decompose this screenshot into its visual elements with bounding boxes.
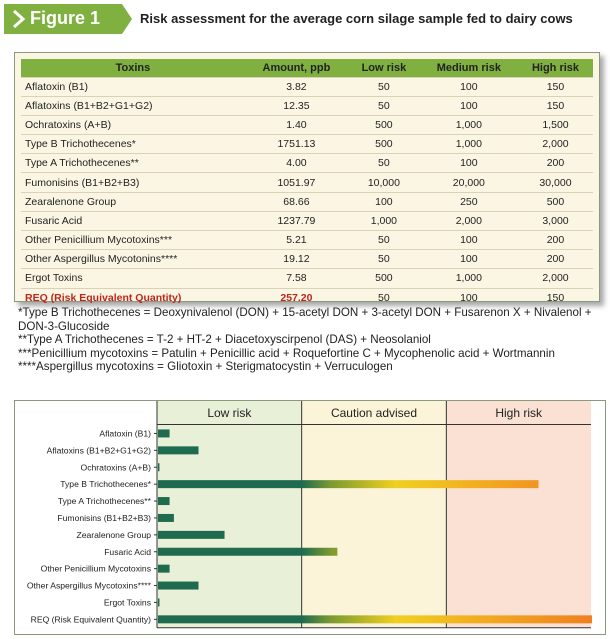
data-bar — [158, 565, 170, 573]
value-cell: 50 — [348, 288, 420, 307]
value-cell: 3,000 — [518, 211, 593, 230]
risk-table — [21, 59, 593, 307]
zone-label: High risk — [495, 406, 543, 420]
table-row — [21, 115, 593, 134]
value-cell: 100 — [348, 192, 420, 211]
table-row — [21, 173, 593, 192]
risk-zone — [302, 401, 447, 628]
toxin-name-cell: Ergot Toxins — [21, 269, 245, 288]
data-bar — [158, 548, 337, 556]
zone-label: Caution advised — [330, 406, 418, 420]
zone-label: Low risk — [207, 406, 252, 420]
value-cell: 50 — [348, 96, 420, 115]
toxin-name-cell: Aflatoxins (B1+B2+G1+G2) — [21, 96, 245, 115]
category-label: REQ (Risk Equivalent Quantity) — [30, 614, 151, 625]
category-label: Fusaric Acid — [104, 546, 151, 557]
value-cell: 19.12 — [245, 250, 348, 269]
value-cell: 200 — [518, 231, 593, 250]
column-header: Low risk — [348, 59, 420, 77]
value-cell: 10,000 — [348, 173, 420, 192]
value-cell: 1.40 — [245, 115, 348, 134]
data-bar — [158, 598, 159, 606]
value-cell: 20,000 — [420, 173, 518, 192]
value-cell: 100 — [420, 77, 518, 96]
value-cell: 1,000 — [348, 211, 420, 230]
risk-chart-box — [14, 400, 606, 635]
column-header: Medium risk — [420, 59, 518, 77]
table-row — [21, 211, 593, 230]
value-cell: 500 — [348, 269, 420, 288]
toxin-name-cell: Type B Trichothecenes* — [21, 135, 245, 154]
category-label: Ergot Toxins — [103, 597, 151, 608]
table-body — [21, 77, 593, 307]
value-cell: 2,000 — [518, 135, 593, 154]
value-cell: 12.35 — [245, 96, 348, 115]
chevron-right-icon — [12, 9, 26, 29]
data-bar — [158, 582, 199, 590]
figure-title: Risk assessment for the average corn silage sample fed to dairy cows — [140, 11, 573, 26]
value-cell: 100 — [420, 231, 518, 250]
risk-zone — [157, 401, 302, 628]
table-row — [21, 192, 593, 211]
value-cell: 1,000 — [420, 115, 518, 134]
value-cell: 500 — [348, 135, 420, 154]
value-cell: 150 — [518, 77, 593, 96]
column-header: High risk — [518, 59, 593, 77]
value-cell: 5.21 — [245, 231, 348, 250]
value-cell: 1,000 — [420, 135, 518, 154]
table-row — [21, 77, 593, 96]
data-bar — [158, 463, 159, 471]
value-cell: 200 — [518, 154, 593, 173]
data-bar — [158, 480, 538, 488]
figure-header — [4, 4, 606, 34]
value-cell: 100 — [420, 154, 518, 173]
zone-header-line — [302, 424, 447, 425]
toxin-name-cell: Ochratoxins (A+B) — [21, 115, 245, 134]
value-cell: 200 — [518, 250, 593, 269]
value-cell: 50 — [348, 250, 420, 269]
value-cell: 150 — [518, 288, 593, 307]
toxin-name-cell: Fumonisins (B1+B2+B3) — [21, 173, 245, 192]
value-cell: 100 — [420, 288, 518, 307]
value-cell: 1051.97 — [245, 173, 348, 192]
value-cell: 100 — [420, 96, 518, 115]
category-label: Other Aspergillus Mycotoxins**** — [26, 580, 151, 591]
value-cell: 1751.13 — [245, 135, 348, 154]
table-row — [21, 135, 593, 154]
value-cell: 4.00 — [245, 154, 348, 173]
toxin-name-cell: Other Penicillium Mycotoxins*** — [21, 231, 245, 250]
table-row — [21, 96, 593, 115]
value-cell: 250 — [420, 192, 518, 211]
data-bar — [158, 446, 199, 454]
toxin-name-cell: Other Aspergillus Mycotonins**** — [21, 250, 245, 269]
category-label: Type A Trichothecenes** — [57, 496, 151, 507]
value-cell: 50 — [348, 77, 420, 96]
value-cell: 257.20 — [245, 288, 348, 307]
data-bar — [158, 514, 174, 522]
category-label: Aflatoxins (B1+B2+G1+G2) — [46, 445, 151, 456]
toxin-name-cell: Aflatoxin (B1) — [21, 77, 245, 96]
table-row — [21, 154, 593, 173]
value-cell: 50 — [348, 154, 420, 173]
category-label: Aflatoxin (B1) — [99, 428, 151, 439]
data-bar — [158, 497, 170, 505]
figure-label: Figure 1 — [30, 8, 101, 28]
footnote: **Type A Trichothecenes = T-2 + HT-2 + Diacetoxyscirpenol (DAS) + Neosolaniol — [18, 333, 431, 346]
toxin-name-cell: REQ (Risk Equivalent Quantity) — [21, 288, 245, 307]
toxin-name-cell: Zearalenone Group — [21, 192, 245, 211]
figure-tab — [4, 4, 122, 34]
value-cell: 2,000 — [518, 269, 593, 288]
table-row — [21, 269, 593, 288]
zone-header-line — [446, 424, 591, 425]
value-cell: 50 — [348, 231, 420, 250]
value-cell: 500 — [348, 115, 420, 134]
zone-header-line — [157, 424, 302, 425]
category-label: Type B Trichothecenes* — [60, 479, 151, 490]
table-header-row — [21, 59, 593, 77]
data-bar — [158, 615, 592, 623]
toxin-name-cell: Fusaric Acid — [21, 211, 245, 230]
risk-bar-chart — [15, 401, 605, 634]
value-cell: 100 — [420, 250, 518, 269]
footnote: *Type B Trichothecenes = Deoxynivalenol (DON) + 15-acetyl DON + 3-acetyl DON + Fusarenon X + Nivalenol + DON-3-Glucoside — [18, 306, 592, 333]
risk-zone — [446, 401, 591, 628]
value-cell: 1237.79 — [245, 211, 348, 230]
category-label: Ochratoxins (A+B) — [80, 462, 151, 473]
risk-table-box — [14, 52, 600, 302]
toxin-name-cell: Type A Trichothecenes** — [21, 154, 245, 173]
data-bar — [158, 531, 225, 539]
value-cell: 1,000 — [420, 269, 518, 288]
value-cell: 1,500 — [518, 115, 593, 134]
value-cell: 7.58 — [245, 269, 348, 288]
table-row — [21, 250, 593, 269]
category-label: Other Penicillium Mycotoxins — [40, 563, 151, 574]
category-label: Zearalenone Group — [76, 529, 151, 540]
data-bar — [158, 429, 170, 437]
value-cell: 2,000 — [420, 211, 518, 230]
footnotes — [18, 306, 606, 374]
footnote: ***Penicillium mycotoxins = Patulin + Penicillic acid + Roquefortine C + Mycophenolic acid + Wortmannin — [18, 346, 555, 360]
value-cell: 150 — [518, 96, 593, 115]
column-header: Toxins — [21, 59, 245, 77]
footnote: ****Aspergillus mycotoxins = Gliotoxin + Sterigmatocystin + Verruculogen — [18, 360, 393, 373]
value-cell: 3.82 — [245, 77, 348, 96]
table-row — [21, 288, 593, 307]
column-header: Amount, ppb — [245, 59, 348, 77]
category-label: Fumonisins (B1+B2+B3) — [57, 512, 151, 523]
table-row — [21, 231, 593, 250]
value-cell: 30,000 — [518, 173, 593, 192]
value-cell: 500 — [518, 192, 593, 211]
value-cell: 68.66 — [245, 192, 348, 211]
